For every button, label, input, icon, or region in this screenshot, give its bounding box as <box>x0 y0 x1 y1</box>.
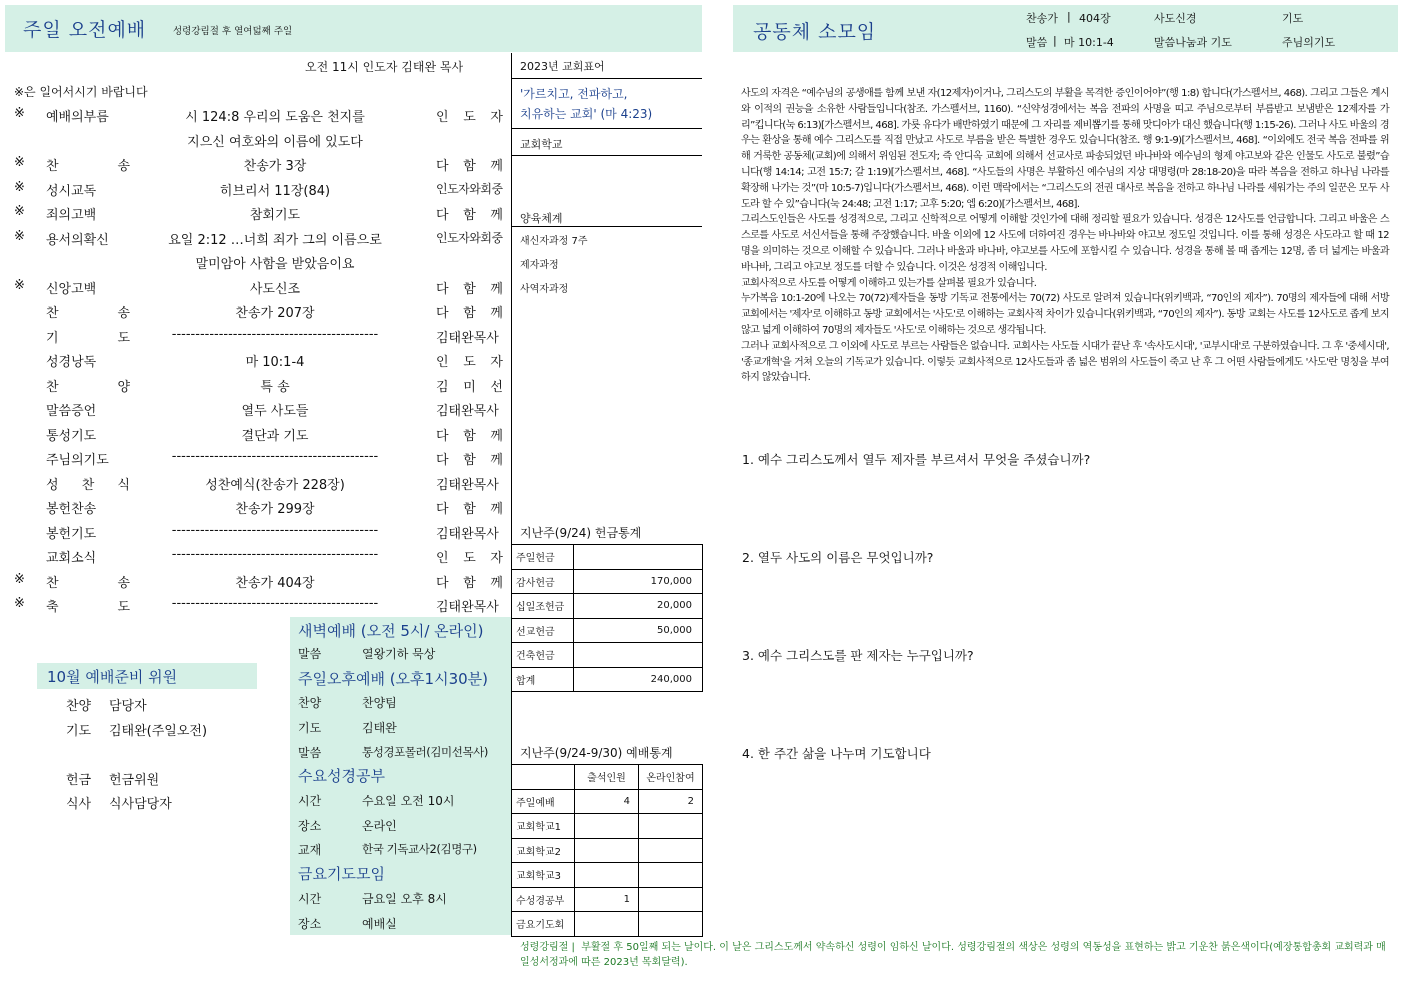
nurture-title: 양육체계 <box>520 212 563 225</box>
order-row <box>0 547 510 572</box>
order-item-content: 결단과 기도 <box>241 428 309 444</box>
hymn-value: 404장 <box>1079 12 1111 25</box>
discussion-question: 2. 열두 사도의 이름은 무엇입니까? <box>742 550 934 565</box>
afternoon-service-title: 주일오후예배 (오후1시30분) <box>298 670 489 688</box>
order-item-leader: 다 함 께 <box>436 159 503 174</box>
stand-mark: ※ <box>14 106 25 121</box>
attendance-count <box>574 912 638 937</box>
order-item-content: -------------------------------------------- <box>171 449 379 464</box>
friday-prayer-title: 금요기도모임 <box>298 865 385 883</box>
word-separator: | <box>1053 34 1057 47</box>
stand-mark: ※ <box>14 571 25 587</box>
offering-label: 선교헌금 <box>512 618 574 643</box>
motto-line1: '가르치고, 전파하고, <box>520 87 628 101</box>
order-item-content: -------------------------------------------- <box>171 522 379 538</box>
left-header <box>5 5 702 52</box>
fri-value: 예배실 <box>362 917 397 931</box>
attendance-label: 금요기도회 <box>512 912 575 937</box>
order-row <box>0 400 510 425</box>
offering-row <box>512 545 703 570</box>
attendance-label: 주일예배 <box>512 789 575 814</box>
order-item-leader: 다 함 께 <box>436 306 503 321</box>
word-label: 말씀 <box>1026 36 1048 49</box>
committee-header <box>37 663 257 689</box>
order-item-leader: 김태완목사 <box>436 404 499 419</box>
order-item-content: 사도신조 <box>249 281 301 297</box>
footnote-text: 부활절 후 50일째 되는 날이다. 이 날은 그리스도께서 약속하신 성령이 임하신 날이다. 성령강림절의 색상은 성령의 역동성을 표현하는 밝고 기운찬 붉은색이다(예장통합총회 교회력과 매일성서정과에 따른 2023년 목회달력). <box>520 942 1386 968</box>
order-item-leader: 김태완목사 <box>436 330 499 346</box>
offering-title: 지난주(9/24) 헌금통계 <box>520 526 642 540</box>
afternoon-value: 김태완 <box>362 721 397 735</box>
order-item-name: 찬 송 <box>46 575 130 591</box>
service-info: 오전 11시 인도자 김태완 목사 <box>305 60 464 74</box>
article-paragraph: 그러나 교회사적으로 그 이외에 사도로 부르는 사람들은 없습니다. 교회사는 사도들 시대가 끝난 후 '속사도시대', '교부시대'로 구분하였습니다. 그 후 '중세시대', '종교개혁'을 거쳐 오늘의 기독교가 있습니다. 이렇듯 교회사적으로 12사도들과 좀 넓은 범위의 사도들이 죽고 난 후 그 어떤 사람들에게도 '사도'란 명칭을 부여하지 않았습니다. <box>741 340 1389 384</box>
order-item-name: 기 도 <box>46 330 130 346</box>
wed-key: 장소 <box>298 819 322 833</box>
order-item-content: -------------------------------------------- <box>171 596 379 611</box>
order-item-name: 성 찬 식 <box>46 477 130 493</box>
course-item: 제자과정 <box>520 260 559 271</box>
order-item-name: 봉헌기도 <box>46 526 97 542</box>
footnote-label: 성령강림절 <box>520 942 569 953</box>
wed-value: 온라인 <box>362 819 397 833</box>
order-row <box>0 425 510 450</box>
sermon-article <box>741 86 1389 386</box>
course-item: 사역자과정 <box>520 284 569 295</box>
afternoon-key: 말씀 <box>298 746 322 760</box>
order-item-leader: 다 함 께 <box>436 502 503 517</box>
order-item-name: 축 도 <box>46 600 130 615</box>
attendance-online: 2 <box>638 789 702 814</box>
prayer-label: 기도 <box>1282 12 1304 25</box>
offering-amount <box>574 643 703 668</box>
order-item-content: 특 송 <box>260 379 290 395</box>
order-item-leader: 인 도 자 <box>436 355 503 370</box>
order-item-name: 성시교독 <box>46 183 97 199</box>
church-school: 교회학교 <box>520 138 563 151</box>
order-row <box>0 449 510 474</box>
footnote-separator: | <box>568 942 582 953</box>
order-item-leader: 다 함 께 <box>436 208 503 223</box>
order-row <box>0 572 510 597</box>
dawn-service-title: 새벽예배 (오전 5시/ 온라인) <box>298 622 484 640</box>
order-item-content: 참회기도 <box>249 208 301 223</box>
offering-row <box>512 594 703 619</box>
offering-amount <box>574 545 703 570</box>
attendance-online <box>638 912 702 937</box>
committee-role: 찬양 <box>66 699 92 714</box>
order-item-content: 찬송가 3장 <box>243 159 307 174</box>
order-item-leader: 다 함 께 <box>436 453 503 468</box>
attendance-label: 교회학교2 <box>512 838 575 863</box>
stand-mark: ※ <box>14 204 25 219</box>
discussion-question: 4. 한 주간 삶을 나누며 기도합니다 <box>742 746 931 761</box>
other-services-panel <box>290 617 511 935</box>
attendance-count: 4 <box>574 789 638 814</box>
fri-key: 장소 <box>298 917 322 931</box>
attendance-online <box>638 863 702 888</box>
offering-amount: 20,000 <box>574 594 703 619</box>
footnote <box>520 940 1390 970</box>
order-item-name: 찬 양 <box>46 379 130 395</box>
right-header <box>733 5 1398 52</box>
discussion-question: 3. 예수 그리스도를 판 제자는 누구입니까? <box>742 648 974 663</box>
page-title: 주일 오전예배 <box>23 19 147 41</box>
divider <box>512 78 702 79</box>
order-item-leader: 인 도 자 <box>436 110 503 125</box>
order-row <box>0 106 510 131</box>
offering-amount: 170,000 <box>574 569 703 594</box>
attendance-row <box>512 887 703 912</box>
dawn-key: 말씀 <box>298 647 322 661</box>
order-item-content: -------------------------------------------- <box>171 326 379 342</box>
attendance-label: 수성경공부 <box>512 887 575 912</box>
offering-amount: 50,000 <box>574 618 703 643</box>
stand-note: ※은 일어서시기 바랍니다 <box>14 85 148 99</box>
committee-role: 식사 <box>66 797 92 812</box>
stand-mark: ※ <box>14 155 25 170</box>
order-item-content: 찬송가 404장 <box>235 575 315 591</box>
order-item-name: 주님의기도 <box>46 453 109 468</box>
wed-value: 한국 기독교사2(김명구) <box>362 842 477 856</box>
discussion-question: 1. 예수 그리스도께서 열두 제자를 부르셔서 무엇을 주셨습니까? <box>742 452 1091 467</box>
creed: 사도신경 <box>1154 12 1197 25</box>
order-item-leader: 다 함 께 <box>436 575 503 591</box>
order-item-content: 찬송가 299장 <box>235 502 315 517</box>
order-item-content: 찬송가 207장 <box>235 306 315 321</box>
order-item-leader: 김태완목사 <box>436 600 499 615</box>
offering-row <box>512 667 703 692</box>
order-item-leader: 다 함 께 <box>436 428 503 444</box>
order-item-name: 교회소식 <box>46 551 97 566</box>
stand-mark: ※ <box>14 228 25 244</box>
order-item-leader: 인 도 자 <box>436 551 503 566</box>
order-item-content: 마 10:1-4 <box>245 355 305 370</box>
attendance-table <box>511 764 703 937</box>
attendance-row <box>512 838 703 863</box>
order-item-name: 용서의확신 <box>46 232 109 248</box>
order-row <box>0 351 510 376</box>
fri-key: 시간 <box>298 892 322 906</box>
order-item-name: 통성기도 <box>46 428 97 444</box>
attendance-header: 출석인원 <box>574 765 638 790</box>
article-paragraph: 사도의 자격은 “예수님의 공생애를 함께 보낸 자(12제자)이거나, 그리스도의 부활을 목격한 증인이어야”(행 1:8) 합니다(가스펠서브, 468). 그리고 그들은 계시와 이적의 권능을 소유한 사람들입니다(참조. 가스펠서브, 1160). “신약성경에서는 복음 전파의 사명을 띠고 주님으로부터 부름받고 보냄받은 12제자를 가리”킵니다(눅 6:13)[가스펠서브, 468]. 가룟 유다가 배반하였기 때문에 그 자리를 제비뽑기를 통해 맛디아가 대신 했습니다(행 1:15-26). 그러나 사도 바울의 경우는 환상을 통해 예수 그리스도를 직접 만났고 사도로 부름을 받은 특별한 경우도 있습니다(참조. 행 9:1-9)[가스펠서브, 468]. “이외에도 전국 복음 전파를 위해 거룩한 공동체(교회)에 의해서 위임된 전도자; 즉 안디옥 교회에 의해서 선교사로 파송되었던 바나바와 예수님의 형제 야고보와 같은 인물도 사도로 불렸”습니다(행 14:14; 고전 15:7; 갈 1:19)[가스펠서브, 468]. “사도들의 사명은 부활하신 예수님의 지상 대명령(마 28:18-20)을 따라 복음을 전하고 하나님 나라를 확장해 나가는 것”(마 10:5-7)입니다(가스펠서브, 468). 이런 맥락에서는 “그리스도의 전권 대사로 복음을 전하고 하나님 나라를 세워가는 주의 일꾼은 모두 사도라 할 수 있”습니다(눅 24:48; 고전 1:17; 고후 5:20; 엡 6:20)[가스펠서브, 468]. <box>741 88 1389 210</box>
offering-label: 십일조헌금 <box>512 594 574 619</box>
attendance-row <box>512 789 703 814</box>
order-item-name: 찬 송 <box>46 159 130 174</box>
right-page-title: 공동체 소모임 <box>753 21 877 43</box>
page-subtitle: 성령강림절 후 열여덟째 주일 <box>173 26 293 37</box>
order-item-name: 신앙고백 <box>46 281 97 297</box>
wed-value: 수요일 오전 10시 <box>362 794 455 808</box>
order-row <box>0 253 510 278</box>
order-item-leader: 김태완목사 <box>436 477 499 493</box>
attendance-row <box>512 814 703 839</box>
article-paragraph: 누가복음 10:1-20에 나오는 70(72)제자들을 동방 기독교 전통에서는 70(72) 사도로 알려져 있습니다(위키백과, “70인의 제자”). 70명의 제자들에 대해 서방 교회에서는 '제자'로 이해하고 동방 교회에서는 '사도'로 이해하는 교회사적 차이가 있습니다(위키백과, “70인의 제자”). 동방 교회는 사도를 12사도로 좁게 보지 않고 넓게 이해하여 70명의 제자들도 '사도'로 이해하는 것으로 생각됩니다. <box>741 293 1389 336</box>
attendance-header <box>512 765 575 790</box>
afternoon-value: 통성경포몰러(김미선목사) <box>362 745 488 759</box>
order-row <box>0 229 510 254</box>
order-row <box>0 376 510 401</box>
motto-line2: 치유하는 교회' (마 4:23) <box>520 107 653 121</box>
attendance-count: 1 <box>574 887 638 912</box>
order-row <box>0 327 510 352</box>
order-row <box>0 155 510 180</box>
order-row <box>0 204 510 229</box>
attendance-count <box>574 838 638 863</box>
divider <box>512 128 702 129</box>
course-item: 새신자과정 7주 <box>520 236 588 247</box>
order-item-name: 성경낭독 <box>46 355 97 370</box>
motto-title: 2023년 교회표어 <box>520 60 605 73</box>
lords-prayer: 주님의기도 <box>1282 36 1336 49</box>
order-item-leader: 인도자와회중 <box>436 230 503 245</box>
order-item-leader: 다 함 께 <box>436 281 503 297</box>
order-row <box>0 180 510 205</box>
attendance-label: 교회학교3 <box>512 863 575 888</box>
article-paragraph: 교회사적으로 사도를 어떻게 이해하고 있는가를 살펴볼 필요가 있습니다. <box>741 277 1037 289</box>
afternoon-key: 기도 <box>298 721 322 735</box>
attendance-online <box>638 814 702 839</box>
order-item-content: 요일 2:12 …너희 죄가 그의 이름으로 <box>168 232 382 248</box>
order-item-name: 예배의부름 <box>46 110 109 125</box>
order-item-name: 죄의고백 <box>46 208 97 223</box>
share-prayer: 말씀나눔과 기도 <box>1154 36 1232 49</box>
order-row <box>0 278 510 303</box>
committee-name: 식사담당자 <box>109 797 172 812</box>
committee-role: 기도 <box>66 724 92 739</box>
attendance-row <box>512 912 703 937</box>
order-row <box>0 498 510 523</box>
stand-mark: ※ <box>14 596 25 611</box>
attendance-count <box>574 814 638 839</box>
attendance-count <box>574 863 638 888</box>
order-item-content: 열두 사도들 <box>241 404 309 419</box>
order-row <box>0 302 510 327</box>
offering-label: 주일헌금 <box>512 545 574 570</box>
hymn-label: 찬송가 <box>1026 12 1058 25</box>
committee-role: 헌금 <box>66 773 92 788</box>
committee-name: 헌금위원 <box>109 773 160 788</box>
attendance-online <box>638 887 702 912</box>
order-row <box>0 474 510 499</box>
offering-row <box>512 643 703 668</box>
stand-mark: ※ <box>14 277 25 293</box>
order-item-leader: 김 미 선 <box>436 379 503 395</box>
attendance-label: 교회학교1 <box>512 814 575 839</box>
article-paragraph: 그리스도인들은 사도를 성경적으로, 그리고 신학적으로 어떻게 이해할 것인가에 대해 정리할 필요가 있습니다. 성경은 12사도를 언급합니다. 그리고 바울은 스스로를 사도로 서신서들을 통해 주장했습니다. 바울 이외에 12 사도에 더하여진 경우는 바나바와 야고보 정도일 것입니다. 이를 통해 성경은 사도라고 할 때 12명을 의미하는 것으로 이해할 수 있습니다. 그러나 바울과 바나바, 야고보를 사도에 포함시킬 수 있습니다. 성경을 통해 볼 때 좁게는 12명, 좀 더 넓게는 바울과 바나바, 그리고 야고보 정도를 더할 수 있습니다. 이것은 성경적 이해입니다. <box>741 214 1389 273</box>
order-item-leader: 김태완목사 <box>436 526 499 542</box>
word-value: 마 10:1-4 <box>1064 36 1114 49</box>
order-row <box>0 523 510 548</box>
order-item-name: 봉헌찬송 <box>46 502 97 517</box>
attendance-title: 지난주(9/24-9/30) 예배통계 <box>520 746 673 760</box>
order-of-worship <box>0 106 510 616</box>
attendance-header: 온라인참여 <box>638 765 702 790</box>
order-item-content: 성찬예식(찬송가 228장) <box>205 477 345 493</box>
order-item-content: 시 124:8 우리의 도움은 천지를 <box>185 110 365 125</box>
offering-label: 건축헌금 <box>512 643 574 668</box>
order-item-content: -------------------------------------------- <box>171 547 379 562</box>
attendance-online <box>638 838 702 863</box>
order-item-content: 말미암아 사함을 받았음이요 <box>195 257 355 272</box>
dawn-value: 열왕기하 묵상 <box>362 647 436 661</box>
wed-key: 교재 <box>298 843 322 857</box>
committee-name: 김태완(주일오전) <box>109 724 208 739</box>
wednesday-study-title: 수요성경공부 <box>298 767 385 785</box>
order-item-name: 말씀증언 <box>46 404 97 419</box>
order-item-leader: 인도자와회중 <box>436 181 503 196</box>
divider <box>512 226 702 227</box>
order-item-name: 찬 송 <box>46 306 130 321</box>
committee-title: 10월 예배준비 위원 <box>47 668 178 686</box>
stand-mark: ※ <box>14 179 25 195</box>
offering-row <box>512 618 703 643</box>
afternoon-key: 찬양 <box>298 696 322 710</box>
offering-label: 합계 <box>512 667 574 692</box>
order-row <box>0 131 510 156</box>
divider <box>512 155 702 156</box>
offering-row <box>512 569 703 594</box>
afternoon-value: 찬양팀 <box>362 696 397 710</box>
offering-table <box>511 544 703 692</box>
hymn-separator: | <box>1067 10 1071 23</box>
committee-name: 담당자 <box>109 699 147 714</box>
offering-label: 감사헌금 <box>512 569 574 594</box>
attendance-header-row <box>512 765 703 790</box>
fri-value: 금요일 오후 8시 <box>362 892 447 906</box>
attendance-row <box>512 863 703 888</box>
order-item-content: 지으신 여호와의 이름에 있도다 <box>187 134 363 150</box>
wed-key: 시간 <box>298 794 322 808</box>
offering-amount: 240,000 <box>574 667 703 692</box>
order-item-content: 히브리서 11장(84) <box>219 183 331 199</box>
